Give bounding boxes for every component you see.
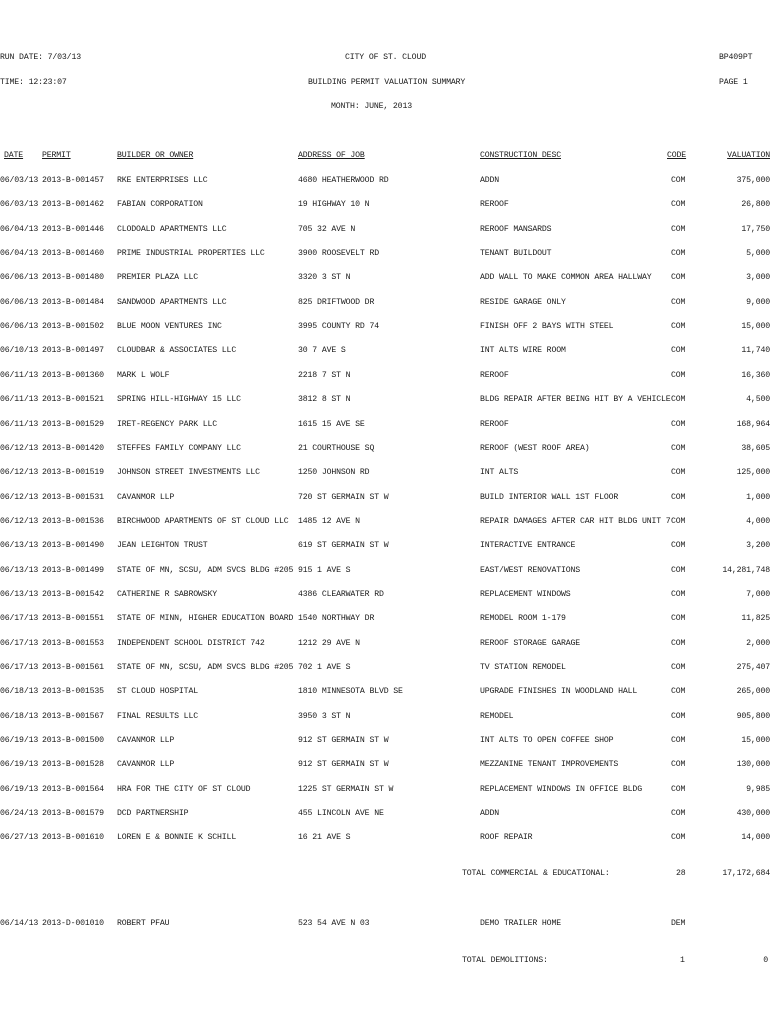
row-owner: SPRING HILL-HIGHWAY 15 LLC (117, 395, 241, 405)
row-permit: 2013-B-001567 (42, 711, 104, 721)
row-code: COM (671, 322, 686, 332)
row-date: 06/06/13 (0, 322, 39, 332)
row-code: COM (671, 784, 686, 794)
row-owner: BIRCHWOOD APARTMENTS OF ST CLOUD LLC (117, 516, 289, 526)
row-date: 06/19/13 (0, 760, 39, 770)
row-date: 06/27/13 (0, 833, 39, 843)
row-desc: TENANT BUILDOUT (480, 249, 552, 259)
row-permit: 2013-B-001564 (42, 784, 104, 794)
row-valuation: 11,825 (741, 614, 770, 624)
row-valuation: 430,000 (736, 809, 770, 819)
row-valuation: 125,000 (736, 468, 770, 478)
row-owner: FINAL RESULTS LLC (117, 711, 198, 721)
row-desc: REROOF (480, 419, 509, 429)
row-code: COM (671, 419, 686, 429)
row-valuation: 3,200 (746, 541, 770, 551)
row-valuation: 4,500 (746, 395, 770, 405)
row-valuation: 9,985 (746, 784, 770, 794)
demolition-total-label: TOTAL DEMOLITIONS: (462, 956, 548, 965)
row-date: 06/24/13 (0, 809, 39, 819)
row-code: COM (671, 687, 686, 697)
row-address: 1540 NORTHWAY DR (298, 614, 375, 624)
row-permit: 2013-B-001499 (42, 565, 104, 575)
row-permit: 2013-B-001535 (42, 687, 104, 697)
row-code: COM (671, 176, 686, 185)
row-date: 06/18/13 (0, 711, 39, 721)
row-owner: STEFFES FAMILY COMPANY LLC (117, 443, 241, 453)
row-owner: CAVANMOR LLP (117, 492, 175, 502)
row-address: 21 COURTHOUSE SQ (298, 443, 375, 453)
row-date: 06/12/13 (0, 443, 39, 453)
row-owner: STATE OF MN, SCSU, ADM SVCS BLDG #205 (117, 565, 294, 575)
row-desc: REROOF (WEST ROOF AREA) (480, 443, 590, 453)
row-permit: 2013-B-001542 (42, 589, 104, 599)
row-owner: HRA FOR THE CITY OF ST CLOUD (117, 784, 251, 794)
row-owner: LOREN E & BONNIE K SCHILL (117, 833, 237, 843)
row-valuation: 15,000 (741, 322, 770, 332)
row-valuation: 14,281,748 (722, 565, 770, 575)
row-address: 19 HIGHWAY 10 N (298, 200, 370, 210)
row-address: 912 ST GERMAIN ST W (298, 760, 389, 770)
row-date: 06/04/13 (0, 224, 39, 234)
col-address: ADDRESS OF JOB (298, 151, 365, 160)
page-number: PAGE 1 (719, 78, 748, 87)
row-valuation: 905,800 (736, 711, 770, 721)
row-desc: INT ALTS (480, 468, 519, 478)
row-desc: ADDN (480, 809, 500, 819)
row-valuation: 4,000 (746, 516, 770, 526)
row-valuation: 1,000 (746, 492, 770, 502)
row-code: COM (671, 346, 686, 356)
row-desc: ADD WALL TO MAKE COMMON AREA HALLWAY (480, 273, 652, 283)
row-code: COM (671, 443, 686, 453)
row-code: COM (671, 663, 686, 672)
row-permit: 2013-B-001480 (42, 273, 104, 283)
row-owner: PRIME INDUSTRIAL PROPERTIES LLC (117, 249, 265, 259)
row-permit: 2013-B-001502 (42, 322, 104, 332)
row-address: 702 1 AVE S (298, 663, 351, 672)
col-valuation: VALUATION (727, 151, 770, 160)
row-owner: STATE OF MN, SCSU, ADM SVCS BLDG #205 (117, 663, 294, 672)
row-address: 4680 HEATHERWOOD RD (298, 176, 389, 185)
row-permit: 2013-B-001553 (42, 638, 104, 648)
row-permit: 2013-B-001551 (42, 614, 104, 624)
commercial-total-label: TOTAL COMMERCIAL & EDUCATIONAL: (462, 869, 610, 878)
report-month: MONTH: JUNE, 2013 (331, 102, 412, 111)
row-owner: IRET-REGENCY PARK LLC (117, 419, 218, 429)
row-permit: 2013-B-001484 (42, 297, 104, 307)
row-date: 06/06/13 (0, 273, 39, 283)
commercial-total-count: 28 (676, 869, 686, 878)
row-desc: ADDN (480, 176, 500, 185)
row-date: 06/12/13 (0, 468, 39, 478)
row-date: 06/13/13 (0, 589, 39, 599)
row-code: COM (671, 249, 686, 259)
row-owner: CLOUDBAR & ASSOCIATES LLC (117, 346, 237, 356)
row-address: 825 DRIFTWOOD DR (298, 297, 375, 307)
row-address: 912 ST GERMAIN ST W (298, 736, 389, 746)
row-permit: 2013-B-001360 (42, 370, 104, 380)
row-owner: INDEPENDENT SCHOOL DISTRICT 742 (117, 638, 265, 648)
row-code: COM (671, 468, 686, 478)
row-code: COM (671, 614, 686, 624)
row-address: 3320 3 ST N (298, 273, 351, 283)
row-address: 2218 7 ST N (298, 370, 351, 380)
row-desc: DEMO TRAILER HOME (480, 919, 561, 928)
row-code: COM (671, 370, 686, 380)
row-valuation: 130,000 (736, 760, 770, 770)
row-desc: MEZZANINE TENANT IMPROVEMENTS (480, 760, 619, 770)
row-date: 06/17/13 (0, 663, 39, 672)
row-date: 06/06/13 (0, 297, 39, 307)
row-permit: 2013-B-001528 (42, 760, 104, 770)
row-permit: 2013-B-001497 (42, 346, 104, 356)
row-date: 06/17/13 (0, 614, 39, 624)
row-owner: JOHNSON STREET INVESTMENTS LLC (117, 468, 260, 478)
row-address: 523 54 AVE N 03 (298, 919, 370, 928)
row-valuation: 14,000 (741, 833, 770, 843)
row-valuation: 5,000 (746, 249, 770, 259)
row-desc: REMODEL ROOM 1-179 (480, 614, 566, 624)
row-valuation: 9,000 (746, 297, 770, 307)
row-address: 3995 COUNTY RD 74 (298, 322, 379, 332)
row-owner: CAVANMOR LLP (117, 760, 175, 770)
row-owner: JEAN LEIGHTON TRUST (117, 541, 208, 551)
row-address: 4386 CLEARWATER RD (298, 589, 384, 599)
row-permit: 2013-B-001500 (42, 736, 104, 746)
row-owner: RKE ENTERPRISES LLC (117, 176, 208, 185)
row-desc: REROOF MANSARDS (480, 224, 552, 234)
row-desc: INTERACTIVE ENTRANCE (480, 541, 576, 551)
row-address: 3900 ROOSEVELT RD (298, 249, 379, 259)
row-permit: 2013-B-001561 (42, 663, 104, 672)
row-date: 06/03/13 (0, 200, 39, 210)
row-date: 06/19/13 (0, 784, 39, 794)
row-valuation: 3,000 (746, 273, 770, 283)
row-desc: INT ALTS WIRE ROOM (480, 346, 566, 356)
row-desc: REMODEL (480, 711, 514, 721)
row-address: 720 ST GERMAIN ST W (298, 492, 389, 502)
row-owner: MARK L WOLF (117, 370, 170, 380)
row-owner: DCD PARTNERSHIP (117, 809, 189, 819)
row-address: 16 21 AVE S (298, 833, 351, 843)
row-desc: INT ALTS TO OPEN COFFEE SHOP (480, 736, 614, 746)
row-owner: CLODOALD APARTMENTS LLC (117, 224, 227, 234)
col-desc: CONSTRUCTION DESC (480, 151, 561, 160)
row-desc: EAST/WEST RENOVATIONS (480, 565, 581, 575)
col-date: DATE (4, 151, 24, 160)
row-valuation: 17,750 (741, 224, 770, 234)
row-date: 06/14/13 (0, 919, 39, 928)
row-owner: CATHERINE R SABROWSKY (117, 589, 218, 599)
row-owner: STATE OF MINN, HIGHER EDUCATION BOARD (117, 614, 294, 624)
row-owner: PREMIER PLAZA LLC (117, 273, 198, 283)
row-address: 1615 15 AVE SE (298, 419, 365, 429)
row-address: 705 32 AVE N (298, 224, 356, 234)
row-address: 455 LINCOLN AVE NE (298, 809, 384, 819)
run-date: RUN DATE: 7/03/13 (0, 53, 81, 62)
row-permit: 2013-B-001460 (42, 249, 104, 259)
row-address: 30 7 AVE S (298, 346, 346, 356)
row-permit: 2013-B-001446 (42, 224, 104, 234)
demolition-total-valuation: 0 (763, 956, 768, 965)
city-name: CITY OF ST. CLOUD (345, 53, 426, 62)
col-code: CODE (667, 151, 687, 160)
row-date: 06/04/13 (0, 249, 39, 259)
row-date: 06/12/13 (0, 492, 39, 502)
row-desc: REROOF (480, 370, 509, 380)
row-date: 06/11/13 (0, 395, 39, 405)
row-valuation: 375,000 (736, 176, 770, 185)
row-address: 1212 29 AVE N (298, 638, 360, 648)
row-valuation: 7,000 (746, 589, 770, 599)
row-desc: REROOF STORAGE GARAGE (480, 638, 581, 648)
row-desc: BLDG REPAIR AFTER BEING HIT BY A VEHICLE (480, 395, 671, 405)
row-owner: CAVANMOR LLP (117, 736, 175, 746)
row-desc: ROOF REPAIR (480, 833, 533, 843)
row-valuation: 265,000 (736, 687, 770, 697)
row-code: COM (671, 492, 686, 502)
row-date: 06/10/13 (0, 346, 39, 356)
row-permit: 2013-B-001457 (42, 176, 104, 185)
row-code: COM (671, 516, 686, 526)
row-date: 06/18/13 (0, 687, 39, 697)
row-owner: BLUE MOON VENTURES INC (117, 322, 222, 332)
row-date: 06/13/13 (0, 565, 39, 575)
row-code: COM (671, 711, 686, 721)
col-owner: BUILDER OR OWNER (117, 151, 194, 160)
row-address: 619 ST GERMAIN ST W (298, 541, 389, 551)
row-permit: 2013-B-001521 (42, 395, 104, 405)
row-desc: RESIDE GARAGE ONLY (480, 297, 566, 307)
row-date: 06/11/13 (0, 419, 39, 429)
row-owner: SANDWOOD APARTMENTS LLC (117, 297, 227, 307)
row-owner: FABIAN CORPORATION (117, 200, 203, 210)
row-date: 06/03/13 (0, 176, 39, 185)
row-address: 3950 3 ST N (298, 711, 351, 721)
row-address: 915 1 AVE S (298, 565, 351, 575)
row-code: COM (671, 224, 686, 234)
row-address: 1225 ST GERMAIN ST W (298, 784, 394, 794)
row-valuation: 168,964 (736, 419, 770, 429)
row-desc: FINISH OFF 2 BAYS WITH STEEL (480, 322, 614, 332)
row-valuation: 2,000 (746, 638, 770, 648)
row-permit: 2013-B-001462 (42, 200, 104, 210)
row-permit: 2013-D-001010 (42, 919, 104, 928)
row-valuation: 275,407 (736, 663, 770, 672)
row-permit: 2013-B-001610 (42, 833, 104, 843)
row-address: 1250 JOHNSON RD (298, 468, 370, 478)
row-valuation: 38,605 (741, 443, 770, 453)
row-code: COM (671, 297, 686, 307)
run-time: TIME: 12:23:07 (0, 78, 67, 87)
row-desc: UPGRADE FINISHES IN WOODLAND HALL (480, 687, 638, 697)
row-owner: ROBERT PFAU (117, 919, 170, 928)
row-code: COM (671, 833, 686, 843)
row-desc: REPLACEMENT WINDOWS IN OFFICE BLDG (480, 784, 642, 794)
row-desc: REPAIR DAMAGES AFTER CAR HIT BLDG UNIT 7 (480, 516, 671, 526)
demolition-total-count: 1 (680, 956, 685, 965)
row-code: COM (671, 638, 686, 648)
row-permit: 2013-B-001579 (42, 809, 104, 819)
row-valuation: 15,000 (741, 736, 770, 746)
row-permit: 2013-B-001536 (42, 516, 104, 526)
report-id: BP409PT (719, 53, 753, 62)
row-valuation: 26,800 (741, 200, 770, 210)
report-title: BUILDING PERMIT VALUATION SUMMARY (308, 78, 466, 87)
row-permit: 2013-B-001531 (42, 492, 104, 502)
row-desc: REROOF (480, 200, 509, 210)
row-address: 1810 MINNESOTA BLVD SE (298, 687, 403, 697)
row-permit: 2013-B-001519 (42, 468, 104, 478)
row-code: COM (671, 736, 686, 746)
row-date: 06/19/13 (0, 736, 39, 746)
row-valuation: 11,740 (741, 346, 770, 356)
commercial-total-valuation: 17,172,684 (722, 869, 770, 878)
row-desc: BUILD INTERIOR WALL 1ST FLOOR (480, 492, 619, 502)
row-date: 06/11/13 (0, 370, 39, 380)
row-valuation: 16,360 (741, 370, 770, 380)
row-code: COM (671, 200, 686, 210)
row-date: 06/13/13 (0, 541, 39, 551)
row-code: DEM (671, 919, 686, 928)
row-code: COM (671, 565, 686, 575)
row-desc: REPLACEMENT WINDOWS (480, 589, 571, 599)
row-code: COM (671, 589, 686, 599)
row-desc: TV STATION REMODEL (480, 663, 566, 672)
row-permit: 2013-B-001529 (42, 419, 104, 429)
row-permit: 2013-B-001490 (42, 541, 104, 551)
row-code: COM (671, 541, 686, 551)
row-address: 1485 12 AVE N (298, 516, 360, 526)
row-code: COM (671, 395, 686, 405)
row-code: COM (671, 760, 686, 770)
col-permit: PERMIT (42, 151, 71, 160)
row-date: 06/12/13 (0, 516, 39, 526)
row-code: COM (671, 809, 686, 819)
row-address: 3812 8 ST N (298, 395, 351, 405)
row-date: 06/17/13 (0, 638, 39, 648)
row-code: COM (671, 273, 686, 283)
row-owner: ST CLOUD HOSPITAL (117, 687, 198, 697)
row-permit: 2013-B-001420 (42, 443, 104, 453)
